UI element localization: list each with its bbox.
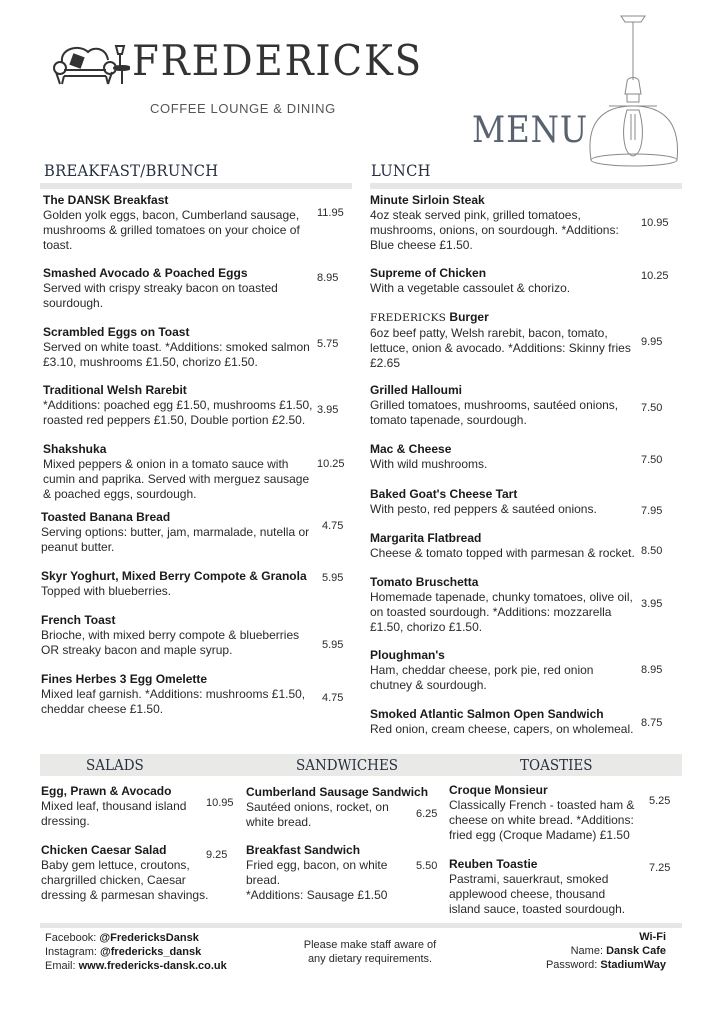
item-name: The DANSK Breakfast xyxy=(43,193,169,207)
item-name: Chicken Caesar Salad xyxy=(41,843,167,857)
item-name: Baked Goat's Cheese Tart xyxy=(370,487,518,501)
menu-item-cumberland-sandwich xyxy=(246,785,438,830)
menu-item-scrambled-eggs xyxy=(43,325,339,370)
item-desc: With pesto, red peppers & sautéed onions. xyxy=(370,502,597,516)
menu-item-french-toast xyxy=(41,613,344,658)
brand-name: FREDERICKS xyxy=(132,36,423,85)
item-desc: *Additions: poached egg £1.50, mushrooms £1.50, roasted red peppers £1.50, Double portion £2.50. xyxy=(43,398,313,427)
item-desc: With wild mushrooms. xyxy=(370,457,488,471)
item-desc: Fried egg, bacon, on white bread. xyxy=(246,858,388,887)
item-desc: Mixed peppers & onion in a tomato sauce with cumin and paprika. Served with merguez sausage & poached eggs, sourdough. xyxy=(43,457,310,501)
item-price: 4.75 xyxy=(322,692,344,704)
item-price: 5.50 xyxy=(416,860,438,872)
wifi-password-line: Password: StadiumWay xyxy=(545,959,666,971)
item-price: 5.75 xyxy=(317,338,339,350)
breakfast-heading: BREAKFAST/BRUNCH xyxy=(44,161,219,180)
item-price: 5.95 xyxy=(322,639,344,651)
item-price: 7.95 xyxy=(641,505,663,517)
brand-tagline: COFFEE LOUNGE & DINING xyxy=(150,101,336,116)
item-desc: Red onion, cream cheese, capers, on wholemeal. xyxy=(370,722,634,736)
section-band xyxy=(40,754,682,776)
item-name: French Toast xyxy=(41,613,116,627)
item-price: 4.75 xyxy=(322,520,344,532)
menu-item-reuben-toastie xyxy=(449,857,671,917)
item-price: 7.50 xyxy=(641,454,663,466)
item-price: 6.25 xyxy=(416,808,438,820)
facebook-line: Facebook: @FredericksDansk xyxy=(45,932,199,944)
lunch-heading: LUNCH xyxy=(371,161,431,180)
website-link: www.fredericks-dansk.co.uk xyxy=(78,960,227,972)
menu-item-fredericks-burger xyxy=(370,310,663,371)
item-desc: Mixed leaf, thousand island dressing. xyxy=(41,799,187,828)
item-name: Ploughman's xyxy=(370,648,445,662)
item-name: Scrambled Eggs on Toast xyxy=(43,325,190,339)
pendant-lamp-icon xyxy=(585,10,685,170)
item-desc: Mixed leaf garnish. *Additions: mushrooms £1.50, cheddar cheese £1.50. xyxy=(41,687,306,716)
menu-item-grilled-halloumi xyxy=(370,383,663,428)
menu-title: MENU xyxy=(472,110,589,151)
item-desc: 4oz steak served pink, grilled tomatoes, mushrooms, onions, on sourdough. *Additions: Blue cheese £1.50. xyxy=(370,208,619,252)
item-name: Tomato Bruschetta xyxy=(370,575,479,589)
menu-item-smashed-avocado xyxy=(43,266,339,311)
menu-item-shakshuka xyxy=(43,442,345,502)
item-desc: Cheese & tomato topped with parmesan & rocket. xyxy=(370,546,635,560)
menu-item-banana-bread xyxy=(41,510,344,555)
breakfast-rule xyxy=(40,183,352,189)
item-desc: Topped with blueberries. xyxy=(41,584,172,598)
item-price: 10.95 xyxy=(641,217,669,229)
item-desc: Ham, cheddar cheese, pork pie, red onion chutney & sourdough. xyxy=(370,663,594,692)
item-price: 7.25 xyxy=(649,862,671,874)
item-desc: Golden yolk eggs, bacon, Cumberland sausage, mushrooms & grilled tomatoes on your choice of toast. xyxy=(43,208,300,252)
facebook-handle: @FredericksDansk xyxy=(99,932,199,944)
menu-item-dansk-breakfast xyxy=(43,193,344,253)
menu-item-skyr-yoghurt xyxy=(41,569,344,599)
toasties-heading: TOASTIES xyxy=(520,756,593,774)
item-name: Skyr Yoghurt, Mixed Berry Compote & Granola xyxy=(41,569,307,583)
menu-item-goats-cheese-tart xyxy=(370,487,663,517)
item-price: 7.50 xyxy=(641,402,663,414)
menu-item-smoked-salmon xyxy=(370,707,663,737)
item-price: 5.25 xyxy=(649,795,671,807)
menu-item-supreme-chicken xyxy=(370,266,669,296)
instagram-handle: @fredericks_dansk xyxy=(100,946,202,958)
item-name: Breakfast Sandwich xyxy=(246,843,361,857)
item-desc: 6oz beef patty, Welsh rarebit, bacon, tomato, lettuce, onion & avocado. *Additions: Skinny fries £2.65 xyxy=(370,326,631,370)
item-name: Traditional Welsh Rarebit xyxy=(43,383,187,397)
item-name: Egg, Prawn & Avocado xyxy=(41,784,172,798)
menu-item-tomato-bruschetta xyxy=(370,575,663,635)
item-name: Croque Monsieur xyxy=(449,783,548,797)
item-price: 9.95 xyxy=(641,336,663,348)
item-price: 5.95 xyxy=(322,572,344,584)
email-line: Email: www.fredericks-dansk.co.uk xyxy=(45,960,227,972)
item-name: Shakshuka xyxy=(43,442,107,456)
item-desc: Serving options: butter, jam, marmalade, nutella or peanut butter. xyxy=(41,525,310,554)
wifi-title: Wi-Fi xyxy=(639,931,666,943)
item-desc: Classically French - toasted ham & cheese on white bread. *Additions: fried egg (Croque Madame) £1.50 xyxy=(449,798,635,842)
item-name: Supreme of Chicken xyxy=(370,266,487,280)
item-name: Smashed Avocado & Poached Eggs xyxy=(43,266,248,280)
menu-item-chicken-caesar xyxy=(41,843,228,903)
menu-item-ploughmans xyxy=(370,648,663,693)
item-desc: Served on white toast. *Additions: smoked salmon £3.10, mushrooms £1.50, chorizo £1.50. xyxy=(43,340,310,369)
lunch-rule xyxy=(370,183,682,189)
dietary-notice: Please make staff aware of any dietary requirements. xyxy=(303,939,437,965)
social-links xyxy=(45,931,227,973)
wifi-name-line: Name: Dansk Cafe xyxy=(570,945,666,957)
item-price: 8.75 xyxy=(641,717,663,729)
item-desc: Homemade tapenade, chunky tomatoes, olive oil, on toasted sourdough. *Additions: mozzarella £1.50, chorizo £1.50. xyxy=(370,590,633,634)
item-name: Mac & Cheese xyxy=(370,442,452,456)
menu-item-mac-cheese xyxy=(370,442,663,472)
item-name: Fines Herbes 3 Egg Omelette xyxy=(41,672,208,686)
item-name-prefix: FREDERICKS xyxy=(370,312,447,324)
menu-item-sirloin-steak xyxy=(370,193,669,253)
item-additions: *Additions: Sausage £1.50 xyxy=(246,888,388,902)
salads-heading: SALADS xyxy=(86,756,144,774)
item-price: 8.50 xyxy=(641,545,663,557)
item-price: 3.95 xyxy=(317,404,339,416)
item-price: 11.95 xyxy=(317,207,344,219)
menu-item-breakfast-sandwich xyxy=(246,843,438,903)
item-price: 3.95 xyxy=(641,598,663,610)
menu-item-welsh-rarebit xyxy=(43,383,339,428)
item-desc: Sautéed onions, rocket, on white bread. xyxy=(246,800,389,829)
item-name: Cumberland Sausage Sandwich xyxy=(246,785,429,799)
instagram-line: Instagram: @fredericks_dansk xyxy=(45,946,202,958)
item-desc: Brioche, with mixed berry compote & blueberries OR streaky bacon and maple syrup. xyxy=(41,628,300,657)
item-name: Grilled Halloumi xyxy=(370,383,463,397)
item-price: 8.95 xyxy=(641,664,663,676)
sandwiches-heading: SANDWICHES xyxy=(296,756,399,774)
item-desc: With a vegetable cassoulet & chorizo. xyxy=(370,281,571,295)
item-price: 10.95 xyxy=(206,797,234,809)
item-name: Minute Sirloin Steak xyxy=(370,193,485,207)
item-price: 10.25 xyxy=(317,458,345,470)
item-desc: Served with crispy streaky bacon on toasted sourdough. xyxy=(43,281,278,310)
item-name: Reuben Toastie xyxy=(449,857,538,871)
item-price: 9.25 xyxy=(206,849,228,861)
logo xyxy=(52,38,422,118)
footer-rule xyxy=(40,923,682,928)
item-price: 8.95 xyxy=(317,272,339,284)
item-desc: Grilled tomatoes, mushrooms, sautéed onions, tomato tapenade, sourdough. xyxy=(370,398,619,427)
item-name: FREDERICKS Burger xyxy=(370,310,489,324)
menu-item-margarita-flatbread xyxy=(370,531,663,561)
menu-item-egg-prawn-avocado xyxy=(41,784,234,829)
menu-item-omelette xyxy=(41,672,344,717)
item-name: Smoked Atlantic Salmon Open Sandwich xyxy=(370,707,604,721)
wifi-info xyxy=(500,930,666,972)
item-desc: Baby gem lettuce, croutons, chargrilled chicken, Caesar dressing & parmesan shavings. xyxy=(41,858,209,902)
item-name: Margarita Flatbread xyxy=(370,531,482,545)
item-price: 10.25 xyxy=(641,270,669,282)
item-desc: Pastrami, sauerkraut, smoked applewood cheese, thousand island sauce, toasted sourdough. xyxy=(449,872,626,916)
item-name: Toasted Banana Bread xyxy=(41,510,171,524)
menu-item-croque-monsieur xyxy=(449,783,671,843)
armchair-wine-icon xyxy=(52,42,130,86)
